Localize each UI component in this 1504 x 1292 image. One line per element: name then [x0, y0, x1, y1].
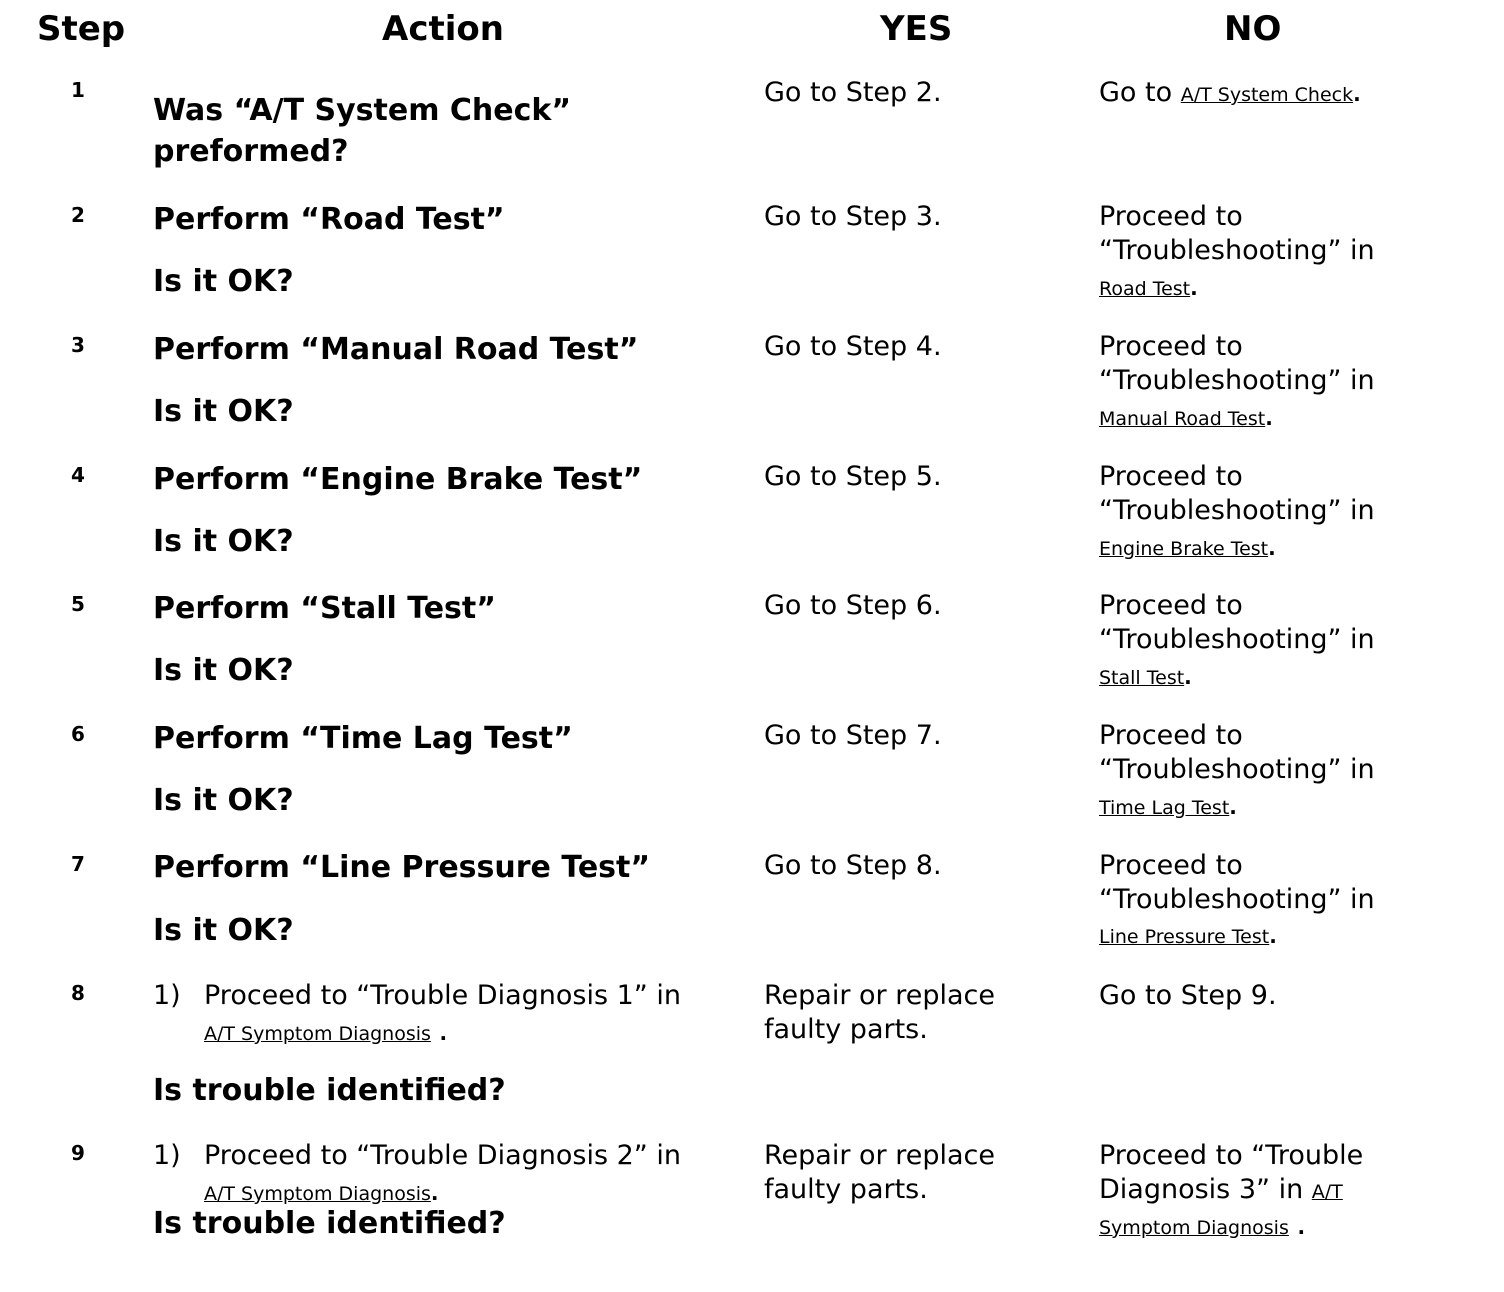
step-number: 6 [71, 722, 85, 746]
action-text: Perform “Road Test” [153, 202, 505, 237]
no-text: Proceed to [1099, 720, 1243, 751]
yes-text: Go to Step 4. [764, 331, 942, 362]
no-suffix: . [1190, 276, 1198, 300]
no-suffix: . [1265, 406, 1273, 430]
step-number: 5 [71, 592, 85, 616]
sub-step-item [153, 979, 681, 1013]
link-suffix: . [439, 1021, 448, 1045]
no-text: “Troubleshooting” in [1099, 884, 1375, 915]
step-number: 7 [71, 852, 85, 876]
no-text-with-link [1099, 1173, 1343, 1209]
action-text: Perform “Manual Road Test” [153, 332, 639, 367]
yes-text: Go to Step 5. [764, 461, 942, 492]
action-text: Perform “Stall Test” [153, 591, 496, 626]
header-yes: YES [880, 9, 953, 49]
sub-step-text: Proceed to “Trouble Diagnosis 1” in [204, 980, 681, 1011]
no-text: Go to Step 9. [1099, 980, 1277, 1011]
no-link-line [1099, 270, 1198, 306]
step-number: 9 [71, 1141, 85, 1165]
action-text: preformed? [153, 134, 349, 169]
no-link-line [1099, 789, 1237, 825]
no-link-line [1099, 400, 1273, 436]
yes-text: faulty parts. [764, 1174, 928, 1205]
link-line-pressure-test[interactable]: Line Pressure Test [1099, 926, 1270, 948]
sub-step-link-line [204, 1015, 447, 1051]
no-suffix: . [1269, 924, 1277, 948]
yes-text: Repair or replace [764, 1140, 995, 1171]
yes-text: Go to Step 2. [764, 77, 942, 108]
no-text: Proceed to [1099, 590, 1243, 621]
no-suffix: . [1229, 795, 1237, 819]
no-text [1099, 76, 1361, 112]
step-number: 4 [71, 463, 85, 487]
no-suffix: . [1297, 1215, 1306, 1239]
step-number: 3 [71, 333, 85, 357]
link-at-symptom-diagnosis[interactable]: A/T Symptom Diagnosis [204, 1023, 431, 1045]
no-text: “Troubleshooting” in [1099, 624, 1375, 655]
header-step: Step [37, 9, 126, 49]
no-text: Proceed to [1099, 461, 1243, 492]
link-at-symptom-diagnosis-part2[interactable]: Symptom Diagnosis [1099, 1217, 1289, 1239]
no-suffix: . [1268, 536, 1276, 560]
action-text: Perform “Line Pressure Test” [153, 850, 651, 885]
yes-text: Go to Step 8. [764, 850, 942, 881]
yes-text: Go to Step 3. [764, 201, 942, 232]
question-text: Is it OK? [153, 394, 294, 429]
step-number: 8 [71, 981, 85, 1005]
sub-step-text: Proceed to “Trouble Diagnosis 2” in [204, 1140, 681, 1171]
step-number: 2 [71, 203, 85, 227]
no-text: “Troubleshooting” in [1099, 365, 1375, 396]
no-link-line [1099, 530, 1276, 566]
link-engine-brake-test[interactable]: Engine Brake Test [1099, 538, 1269, 560]
no-suffix: . [1184, 665, 1192, 689]
question-text: Is it OK? [153, 653, 294, 688]
link-at-symptom-diagnosis-part1[interactable]: A/T [1311, 1181, 1343, 1203]
link-road-test[interactable]: Road Test [1099, 278, 1191, 300]
no-link-line [1099, 918, 1277, 954]
yes-text: Go to Step 6. [764, 590, 942, 621]
yes-text: Go to Step 7. [764, 720, 942, 751]
action-text: Was “A/T System Check” [153, 93, 572, 128]
no-text: Proceed to [1099, 850, 1243, 881]
link-manual-road-test[interactable]: Manual Road Test [1099, 408, 1266, 430]
sub-step-number: 1) [153, 980, 181, 1011]
yes-text: faulty parts. [764, 1014, 928, 1045]
question-text: Is it OK? [153, 783, 294, 818]
question-text: Is trouble identified? [153, 1206, 506, 1241]
question-text: Is it OK? [153, 524, 294, 559]
no-text: “Troubleshooting” in [1099, 754, 1375, 785]
link-at-symptom-diagnosis[interactable]: A/T Symptom Diagnosis [204, 1183, 431, 1205]
no-link-line [1099, 1209, 1305, 1245]
no-text: Proceed to [1099, 201, 1243, 232]
sub-step-item [153, 1139, 681, 1173]
link-suffix: . [430, 1181, 439, 1205]
link-at-system-check[interactable]: A/T System Check [1180, 84, 1354, 106]
no-text: Proceed to “Trouble [1099, 1140, 1364, 1171]
step-number: 1 [71, 78, 85, 102]
sub-step-number: 1) [153, 1140, 181, 1171]
no-link-line [1099, 659, 1192, 695]
question-text: Is it OK? [153, 913, 294, 948]
no-text: “Troubleshooting” in [1099, 235, 1375, 266]
action-text: Perform “Time Lag Test” [153, 721, 573, 756]
yes-text: Repair or replace [764, 980, 995, 1011]
no-suffix: . [1353, 82, 1361, 106]
no-text: Diagnosis 3” in [1099, 1174, 1304, 1205]
header-no: NO [1224, 9, 1282, 49]
action-text: Perform “Engine Brake Test” [153, 462, 643, 497]
question-text: Is trouble identified? [153, 1073, 506, 1108]
no-text: “Troubleshooting” in [1099, 495, 1375, 526]
question-text: Is it OK? [153, 264, 294, 299]
no-prefix: Go to [1099, 77, 1173, 108]
link-time-lag-test[interactable]: Time Lag Test [1099, 797, 1230, 819]
header-action: Action [382, 9, 504, 49]
no-text: Proceed to [1099, 331, 1243, 362]
link-stall-test[interactable]: Stall Test [1099, 667, 1185, 689]
